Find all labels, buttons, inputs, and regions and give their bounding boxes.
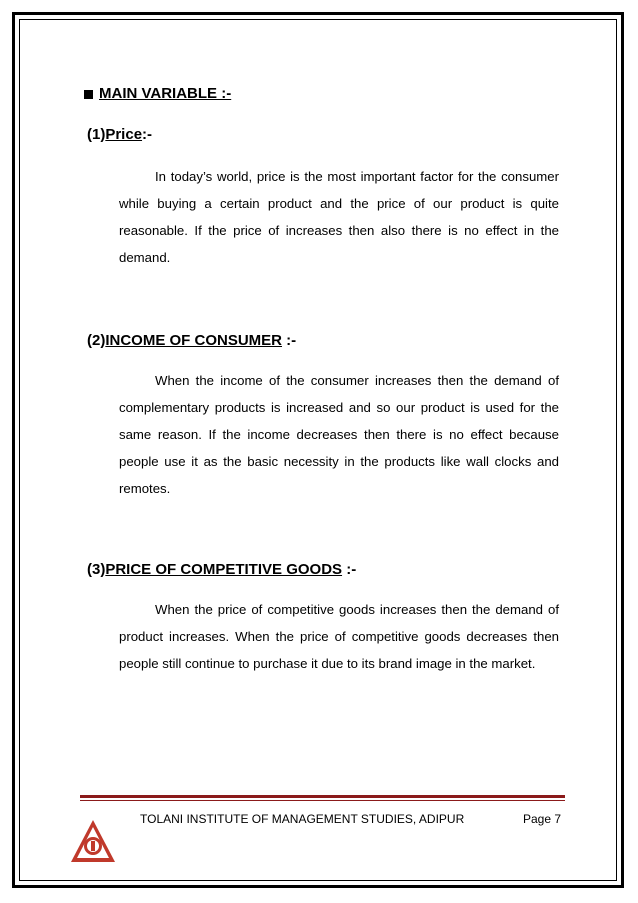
bullet-square-icon <box>84 90 93 99</box>
footer-page-number: Page 7 <box>523 812 562 826</box>
section-2-suffix: :- <box>282 332 297 349</box>
footer-institute: TOLANI INSTITUTE OF MANAGEMENT STUDIES, ADIPUR <box>140 812 465 826</box>
section-1-title <box>87 126 152 143</box>
section-1-paragraph: In today’s world, price is the most important factor for the consumer while buying a certain product and the price of our product is quite reasonable. If the price of increases then also there is no effect in the demand. <box>119 169 559 265</box>
institute-logo-icon <box>68 817 118 867</box>
footer-rule-thin <box>80 800 565 801</box>
footer-rule-thick <box>80 795 565 798</box>
section-3-suffix: :- <box>342 561 357 578</box>
section-1-title-text: Price <box>105 126 143 143</box>
section-3-number: (3) <box>87 561 106 578</box>
section-1-suffix: :- <box>142 126 153 143</box>
section-3-title <box>87 561 356 578</box>
main-heading: MAIN VARIABLE :- <box>99 85 232 102</box>
section-1-number: (1) <box>87 126 106 143</box>
section-2-title <box>87 332 296 349</box>
section-2-number: (2) <box>87 332 106 349</box>
section-3-paragraph: When the price of competitive goods increases then the demand of product increases. When the price of competitive goods decreases then people still continue to purchase it due to its brand image in the market. <box>119 602 559 671</box>
section-3-title-text: PRICE OF COMPETITIVE GOODS <box>105 561 343 578</box>
section-2-paragraph: When the income of the consumer increases then the demand of complementary products is increased and so our product is used for the same reason. If the income decreases then there is no effect because people use it as the basic necessity in the products like wall clocks and remotes. <box>119 373 559 496</box>
section-2-title-text: INCOME OF CONSUMER <box>105 332 283 349</box>
